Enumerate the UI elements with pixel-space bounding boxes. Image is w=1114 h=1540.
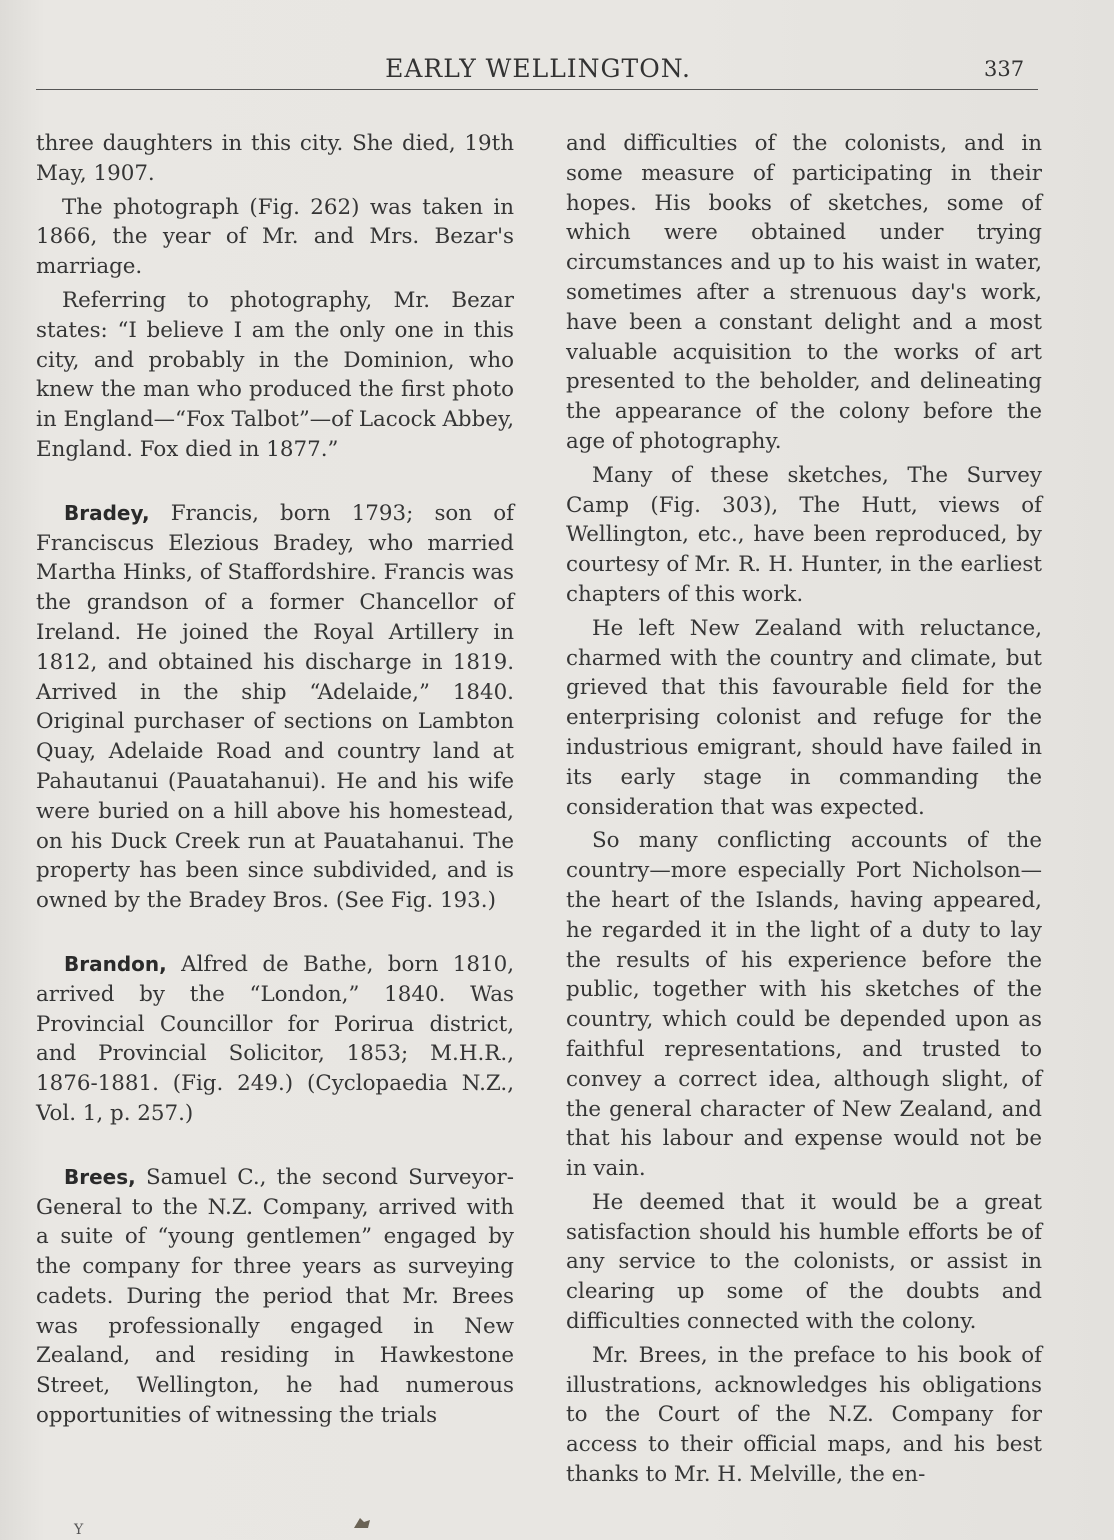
paragraph: He left New Zealand with reluctance, charmed with the country and climate, but grieved that this favourable field for the enterprising colonist and refuge for the industrious emigrant, should have failed in its early stage in commanding the consideration that was expected.	[566, 615, 1042, 820]
entry-brees	[36, 1163, 514, 1431]
running-title: EARLY WELLINGTON.	[385, 54, 691, 83]
paragraph: three daughters in this city. She died, 19th May, 1907.	[36, 131, 514, 186]
paragraph: and difficulties of the colonists, and in some measure of participating in their hopes. His books of sketches, some of which were obtained under trying circumstances and up to his waist in water, sometimes after a strenuous day's work, have been a constant delight and a most valuable acquisition to the works of art presented to the beholder, and delineating the appearance of the colony before the age of photography.	[566, 131, 1042, 454]
entry-bradey	[36, 499, 514, 916]
entry-name: Brees,	[64, 1164, 136, 1189]
entry-brandon	[36, 950, 514, 1129]
paragraph: He deemed that it would be a great satisfaction should his humble efforts be of any service to the colonists, or assist in clearing up some of the doubts and difficulties connected with the colony.	[566, 1189, 1042, 1335]
entry-text: Alfred de Bathe, born 1810, arrived by the “London,” 1840. Was Provincial Councillor for Porirua district, and Provincial Solicitor, 1853; M.H.R., 1876-1881. (Fig. 249.) (Cyclopaedia N.Z., Vol. 1, p. 257.)	[36, 951, 514, 1126]
right-column	[566, 129, 1042, 1490]
entry-text: Francis, born 1793; son of Franciscus Elezious Bradey, who married Martha Hinks, of Staffordshire. Francis was the grandson of a former Chancellor of Ireland. He joined the Royal Artillery in 1812, and obtained his discharge in 1819. Arrived in the ship “Adelaide,” 1840. Original purchaser of sections on Lambton Quay, Adelaide Road and country land at Pahautanui (Pauatahanui). He and his wife were buried on a hill above his homestead, on his Duck Creek run at Pauatahanui. The property has been since subdivided, and is owned by the Bradey Bros. (See Fig. 193.)	[36, 500, 514, 914]
entry-name: Bradey,	[64, 500, 150, 525]
paragraph: Referring to photography, Mr. Bezar states: “I believe I am the only one in this city, and probably in the Dominion, who knew the man who produced the first photo in England—“Fox Talbot”—of Lacock Abbey, England. Fox died in 1877.”	[36, 287, 514, 462]
paragraph: So many conflicting accounts of the country—more especially Port Nicholson—the heart of the Islands, having appeared, he regarded it in the light of a duty to lay the results of his experience before the public, together with his sketches of the country, which could be depended upon as faithful representations, and trusted to convey a correct idea, although slight, of the general character of New Zealand, and that his labour and expense would not be in vain.	[566, 828, 1042, 1182]
header-rule	[36, 89, 1038, 90]
running-header	[0, 54, 1114, 90]
paragraph: Mr. Brees, in the preface to his book of illustrations, acknowledges his obligations to the Court of the N.Z. Company for access to their official maps, and his best thanks to Mr. H. Melville, the en-	[566, 1342, 1042, 1488]
paragraph: Many of these sketches, The Survey Camp (Fig. 303), The Hutt, views of Wellington, etc., have been reproduced, by courtesy of Mr. R. H. Hunter, in the earliest chapters of this work.	[566, 462, 1042, 607]
paragraph: The photograph (Fig. 262) was taken in 1866, the year of Mr. and Mrs. Bezar's marriage.	[36, 194, 514, 280]
printer-ornament-icon	[350, 1512, 374, 1532]
signature-mark: Y	[74, 1522, 84, 1538]
left-column	[36, 129, 514, 1431]
entry-name: Brandon,	[64, 951, 167, 976]
page-number: 337	[984, 57, 1025, 81]
entry-text: Samuel C., the second Surveyor-General to the N.Z. Company, arrived with a suite of “young gentlemen” engaged by the company for three years as surveying cadets. During the period that Mr. Brees was professionally engaged in New Zealand, and residing in Hawkestone Street, Wellington, he had numerous opportunities of witnessing the trials	[36, 1164, 514, 1429]
